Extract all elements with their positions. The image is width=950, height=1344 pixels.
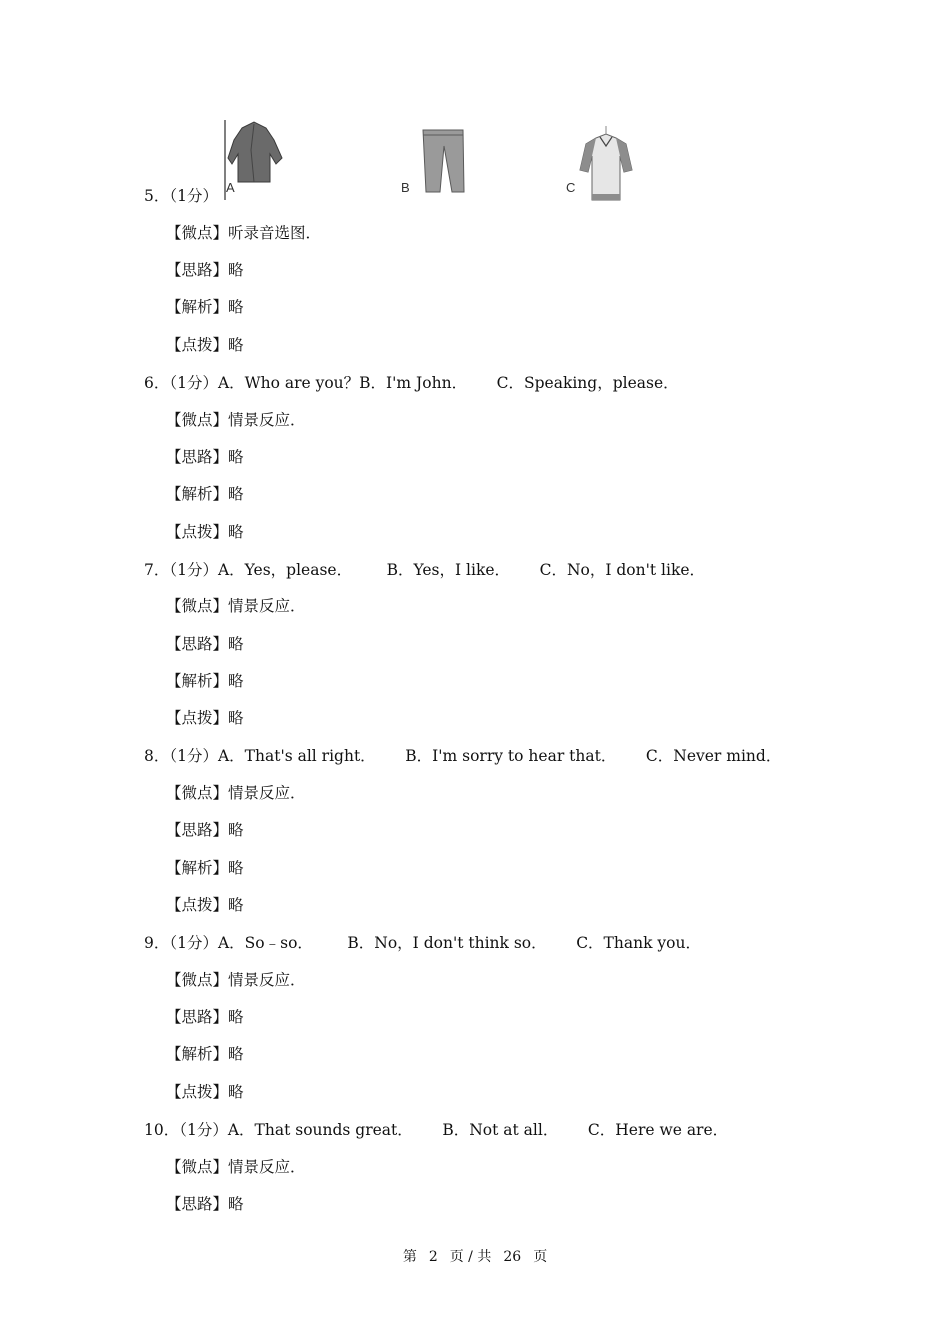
q7-analysis: 【解析】略 bbox=[166, 672, 244, 690]
image-label-b: B bbox=[401, 180, 410, 195]
q9-approach: 【思路】略 bbox=[166, 1008, 244, 1026]
shirt-image bbox=[578, 124, 634, 204]
question-9-header: 9．（1分）A．So﹣so． B．No，I don't think so． C．Thank you． bbox=[144, 934, 701, 952]
q5-knowledge-point: 【微点】听录音选图． bbox=[166, 224, 322, 242]
question-8-header: 8．（1分）A．That's all right． B．I'm sorry to hear that． C．Never mind． bbox=[144, 747, 782, 765]
trousers-icon bbox=[418, 128, 468, 196]
footer-mid: 页 / 共 bbox=[449, 1249, 492, 1265]
q7-tip: 【点拨】略 bbox=[166, 709, 244, 727]
q8-analysis: 【解析】略 bbox=[166, 859, 244, 877]
footer-total-pages: 26 bbox=[503, 1249, 522, 1265]
image-label-a: A bbox=[226, 180, 235, 195]
question-6-header: 6．（1分）A．Who are you？B．I'm John． C．Speaking，please． bbox=[144, 374, 679, 392]
question-10-header: 10．（1分）A．That sounds great． B．Not at all． C．Here we are． bbox=[144, 1121, 729, 1139]
q10-knowledge-point: 【微点】情景反应． bbox=[166, 1158, 306, 1176]
trousers-image bbox=[418, 128, 468, 196]
footer-suffix: 页 bbox=[533, 1249, 548, 1265]
q9-tip: 【点拨】略 bbox=[166, 1083, 244, 1101]
shirt-icon bbox=[578, 124, 634, 204]
q8-knowledge-point: 【微点】情景反应． bbox=[166, 784, 306, 802]
q8-tip: 【点拨】略 bbox=[166, 896, 244, 914]
q5-approach: 【思路】略 bbox=[166, 261, 244, 279]
q6-tip: 【点拨】略 bbox=[166, 523, 244, 541]
q5-analysis: 【解析】略 bbox=[166, 298, 244, 316]
q6-analysis: 【解析】略 bbox=[166, 485, 244, 503]
question-7-header: 7．（1分）A．Yes，please． B．Yes，I like． C．No，I don't like． bbox=[144, 561, 706, 579]
q5-tip: 【点拨】略 bbox=[166, 336, 244, 354]
q9-analysis: 【解析】略 bbox=[166, 1045, 244, 1063]
q6-approach: 【思路】略 bbox=[166, 448, 244, 466]
q9-knowledge-point: 【微点】情景反应． bbox=[166, 971, 306, 989]
question-5-header: 5．（1分） bbox=[144, 187, 218, 205]
q8-approach: 【思路】略 bbox=[166, 821, 244, 839]
footer-prefix: 第 bbox=[402, 1249, 417, 1265]
q7-approach: 【思路】略 bbox=[166, 635, 244, 653]
image-label-c: C bbox=[566, 180, 576, 195]
q10-approach: 【思路】略 bbox=[166, 1195, 244, 1213]
q6-knowledge-point: 【微点】情景反应． bbox=[166, 411, 306, 429]
footer-page-number: 2 bbox=[428, 1249, 438, 1265]
page-footer bbox=[0, 1246, 950, 1266]
q7-knowledge-point: 【微点】情景反应． bbox=[166, 597, 306, 615]
